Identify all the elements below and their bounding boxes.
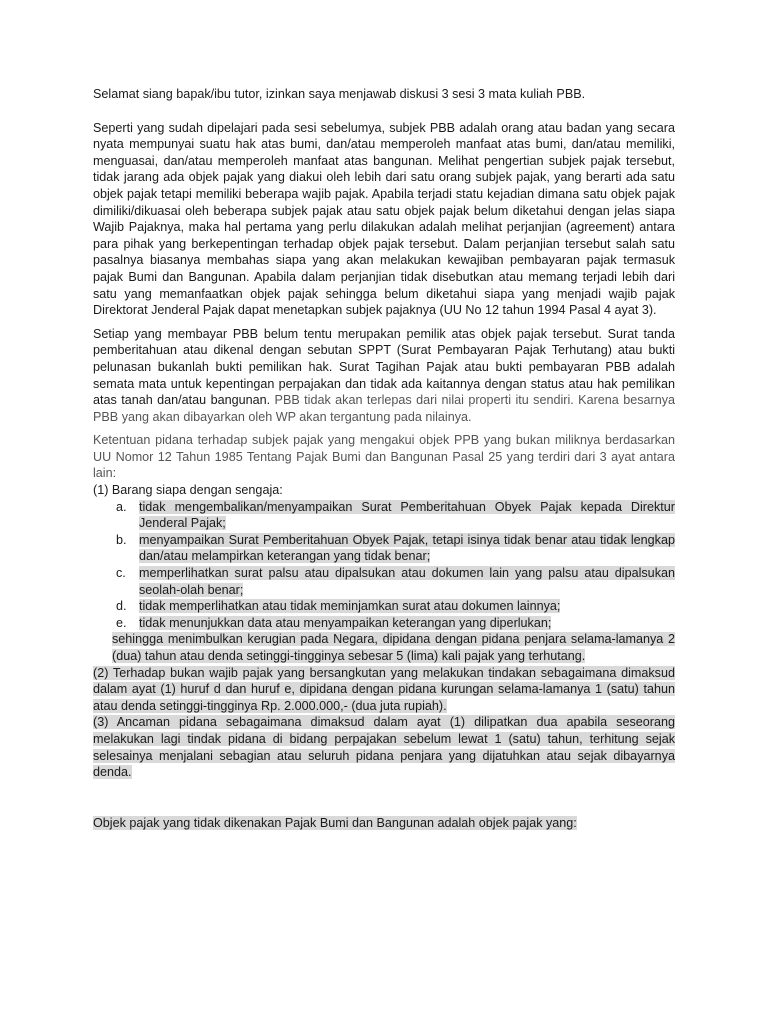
paragraph-subjek-pbb: Seperti yang sudah dipelajari pada sesi sebelumya, subjek PBB adalah orang atau badan yang secara nyata mempunyai suatu hak atas bumi, dan/atau memperoleh manfaat atas bumi, dan/atau memiliki, menguasai, dan/atau memperoleh manfaat atas bangunan. Melihat pengertian subjek pajak tersebut, tidak jarang ada objek pajak yang diakui oleh lebih dari satu orang subjek pajak, yang berarti ada satu objek pajak tetapi memiliki beberapa wajib pajak. Apabila terjadi statu kejadian dimana satu objek pajak dimiliki/dikuasai oleh beberapa subjek pajak atau satu objek pajak belum diketahui dengan jelas siapa Wajib Pajaknya, maka hal pertama yang perlu dilakukan adalah melihat perjanjian (agreement) antara para pihak yang berkepentingan terhadap objek pajak tersebut. Dalam perjanjian tersebut salah satu pasalnya biasanya membahas siapa yang akan melakukan kewajiban pembayaran pajak termasuk pajak Bumi dan Bangunan. Apabila dalam perjanjian tidak disebutkan atau memang terjadi lebih dari satu yang memanfaatkan objek pajak sehingga belum diketahui siapa yang menjadi wajib pajak Direktorat Jenderal Pajak dapat menetapkan subjek pajaknya (UU No 12 tahun 1994 Pasal 4 ayat 3). — [93, 120, 675, 318]
list-item — [93, 565, 675, 598]
ayat-3-text: (3) Ancaman pidana sebagaimana dimaksud dalam ayat (1) dilipatkan dua apabila seseorang melakukan lagi tindak pidana di bidang perpajakan sebelum lewat 1 (satu) tahun, terhitung sejak selesainya menjalani sebagian atau seluruh pidana penjara yang dijatuhkan atau sejak dibayarnya denda. — [93, 715, 675, 780]
list-marker: a. — [116, 499, 127, 514]
list-marker: d. — [116, 599, 127, 614]
ayat-3 — [93, 714, 675, 780]
closing-line-text: Objek pajak yang tidak dikenakan Pajak Bumi dan Bangunan adalah objek pajak yang: — [93, 815, 577, 830]
ayat-1-consequence — [93, 631, 675, 664]
list-item — [93, 615, 675, 632]
list-item-text: tidak memperlihatkan atau tidak meminjamkan surat atau dokumen lainnya; — [139, 599, 561, 614]
list-item — [93, 499, 675, 532]
list-item-text: menyampaikan Surat Pemberitahuan Obyek Pajak, tetapi isinya tidak benar atau tidak lengkap dan/atau melampirkan keterangan yang tidak benar; — [139, 532, 675, 564]
paragraph-ketentuan-pidana: Ketentuan pidana terhadap subjek pajak yang mengakui objek PPB yang bukan miliknya berdasarkan UU Nomor 12 Tahun 1985 Tentang Pajak Bumi dan Bangunan Pasal 25 yang terdiri dari 3 ayat antara lain: — [93, 433, 675, 481]
paragraph-pembayar-pbb — [93, 326, 675, 426]
list-item-text: memperlihatkan surat palsu atau dipalsukan atau dokumen lain yang palsu atau dipalsukan seolah-olah benar; — [139, 566, 675, 597]
paragraph-pembayar-pbb-main: Setiap yang membayar PBB belum tentu merupakan pemilik atas objek pajak tersebut. Surat tanda pemberitahuan atau dikenal dengan sebutan SPPT (Surat Pembayaran Pajak Terhutang) atau bukti pelunasan bukanlah bukti pemilikan hak. Surat Tagihan Pajak atau bukti pembayaran PBB adalah semata mata untuk kepentingan perpajakan dan tidak ada kaitannya dengan status atau hak pemilikan atas tanah dan/atau bangunan. — [93, 326, 675, 408]
document-page — [93, 86, 675, 831]
list-item — [93, 532, 675, 565]
closing-line — [93, 815, 675, 832]
intro-paragraph: Selamat siang bapak/ibu tutor, izinkan saya menjawab diskusi 3 sesi 3 mata kuliah PBB. — [93, 87, 586, 101]
ayat-1-heading: (1) Barang siapa dengan sengaja: — [93, 483, 283, 498]
list-marker: c. — [116, 566, 126, 581]
ayat-2 — [93, 665, 675, 715]
ayat-1-list — [93, 499, 675, 632]
ayat-1-consequence-text: sehingga menimbulkan kerugian pada Negara, dipidana dengan pidana penjara selama-lamanya 2 (dua) tahun atau denda setinggi-tingginya sebesar 5 (lima) kali pajak yang terhutang. — [112, 632, 675, 663]
ayat-2-text: (2) Terhadap bukan wajib pajak yang bersangkutan yang melakukan tindakan sebagaimana dimaksud dalam ayat (1) huruf d dan huruf e, dipidana dengan pidana kurungan selama-lamanya 1 (satu) tahun atau denda setinggi-tingginya Rp. 2.000.000,- (dua juta rupiah). — [93, 665, 675, 713]
list-marker: b. — [116, 532, 127, 547]
list-item-text: tidak menunjukkan data atau menyampaikan keterangan yang diperlukan; — [139, 615, 552, 630]
list-marker: e. — [116, 615, 127, 630]
paragraph-pembayar-pbb-gray: PBB tidak akan terlepas dari nilai properti itu sendiri. Karena besarnya PBB yang akan dibayarkan oleh WP akan tergantung pada nilainya. — [93, 393, 676, 424]
list-item-text: tidak mengembalikan/menyampaikan Surat Pemberitahuan Obyek Pajak kepada Direktur Jenderal Pajak; — [139, 499, 675, 531]
list-item — [93, 598, 675, 615]
